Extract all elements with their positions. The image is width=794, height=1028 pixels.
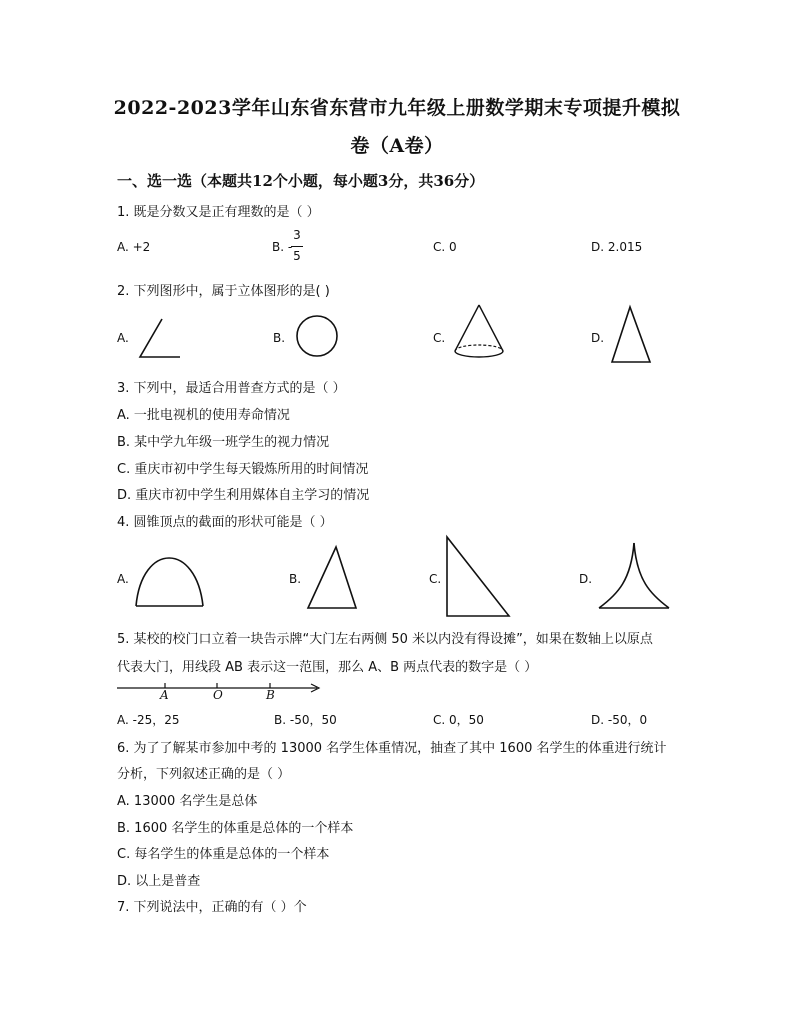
question-7-stem: 7. 下列说法中，正确的有（ ）个 [117, 900, 307, 915]
question-4-stem: 4. 圆锥顶点的截面的形状可能是（ ） [117, 515, 333, 530]
question-6-line2: 分析，下列叙述正确的是（ ） [117, 767, 291, 782]
q3-option-a: A. 一批电视机的使用寿命情况 [117, 408, 290, 423]
q5-option-c: C. 0，50 [433, 713, 484, 727]
q1-option-a: A. +2 [117, 240, 151, 254]
question-2-stem: 2. 下列图形中，属于立体图形的是( ) [117, 284, 330, 299]
page-title-line2: 卷（A卷） [350, 135, 444, 157]
q5-option-a: A. -25，25 [117, 713, 180, 727]
curved-triangle-figure [598, 542, 670, 610]
question-6-line1: 6. 为了了解某市参加中考的 13000 名学生体重情况，抽查了其中 1600 名学生的体重进行统计 [117, 741, 667, 756]
q2-option-b-label: B. [273, 331, 286, 345]
q2-option-a-label: A. [117, 331, 129, 345]
cone-figure [452, 304, 506, 360]
q2-option-d-label: D. [591, 331, 605, 345]
question-3-stem: 3. 下列中，最适合用普查方式的是（ ） [117, 381, 346, 396]
section-heading: 一、选一选（本题共12个小题，每小题3分，共36分） [117, 172, 485, 190]
q1-option-c: C. 0 [433, 240, 457, 254]
right-triangle-figure [445, 536, 511, 618]
question-5-line1: 5. 某校的校门口立着一块告示牌“大门左右两侧 50 米以内没有得设摊”，如果在数轴上以原点 [117, 632, 653, 647]
number-line-label-o: O [213, 688, 223, 702]
number-line-label-b: B [266, 688, 275, 702]
q1-fraction-denominator: 5 [293, 249, 301, 263]
circle-figure [295, 314, 339, 358]
q6-option-a: A. 13000 名学生是总体 [117, 794, 258, 809]
q3-option-b: B. 某中学九年级一班学生的视力情况 [117, 435, 330, 450]
triangle-figure [610, 306, 652, 364]
q3-option-d: D. 重庆市初中学生利用媒体自主学习的情况 [117, 488, 370, 503]
isosceles-triangle-figure [306, 546, 358, 610]
q4-option-a-label: A. [117, 572, 129, 586]
q2-option-c-label: C. [433, 331, 446, 345]
q1-fraction-numerator: 3 [293, 228, 301, 242]
q4-option-b-label: B. [289, 572, 302, 586]
q3-option-c: C. 重庆市初中学生每天锻炼所用的时间情况 [117, 462, 369, 477]
q1-fraction-bar [291, 246, 303, 247]
q1-option-b-prefix: B. - [272, 240, 293, 254]
q4-option-c-label: C. [429, 572, 442, 586]
q5-option-b: B. -50，50 [274, 713, 337, 727]
q1-option-d: D. 2.015 [591, 240, 643, 254]
q6-option-d: D. 以上是普查 [117, 874, 201, 889]
parabola-section-figure [134, 542, 206, 608]
question-1-stem: 1. 既是分数又是正有理数的是（ ） [117, 205, 320, 220]
q4-option-d-label: D. [579, 572, 593, 586]
q6-option-b: B. 1600 名学生的体重是总体的一个样本 [117, 821, 354, 836]
q6-option-c: C. 每名学生的体重是总体的一个样本 [117, 847, 330, 862]
question-5-line2: 代表大门，用线段 AB 表示这一范围，那么 A、B 两点代表的数字是（ ） [117, 660, 538, 675]
number-line-label-a: A [160, 688, 169, 702]
angle-figure [138, 318, 182, 360]
page-title: 2022-2023学年山东省东营市九年级上册数学期末专项提升模拟 [113, 97, 681, 119]
q5-option-d: D. -50，0 [591, 713, 648, 727]
